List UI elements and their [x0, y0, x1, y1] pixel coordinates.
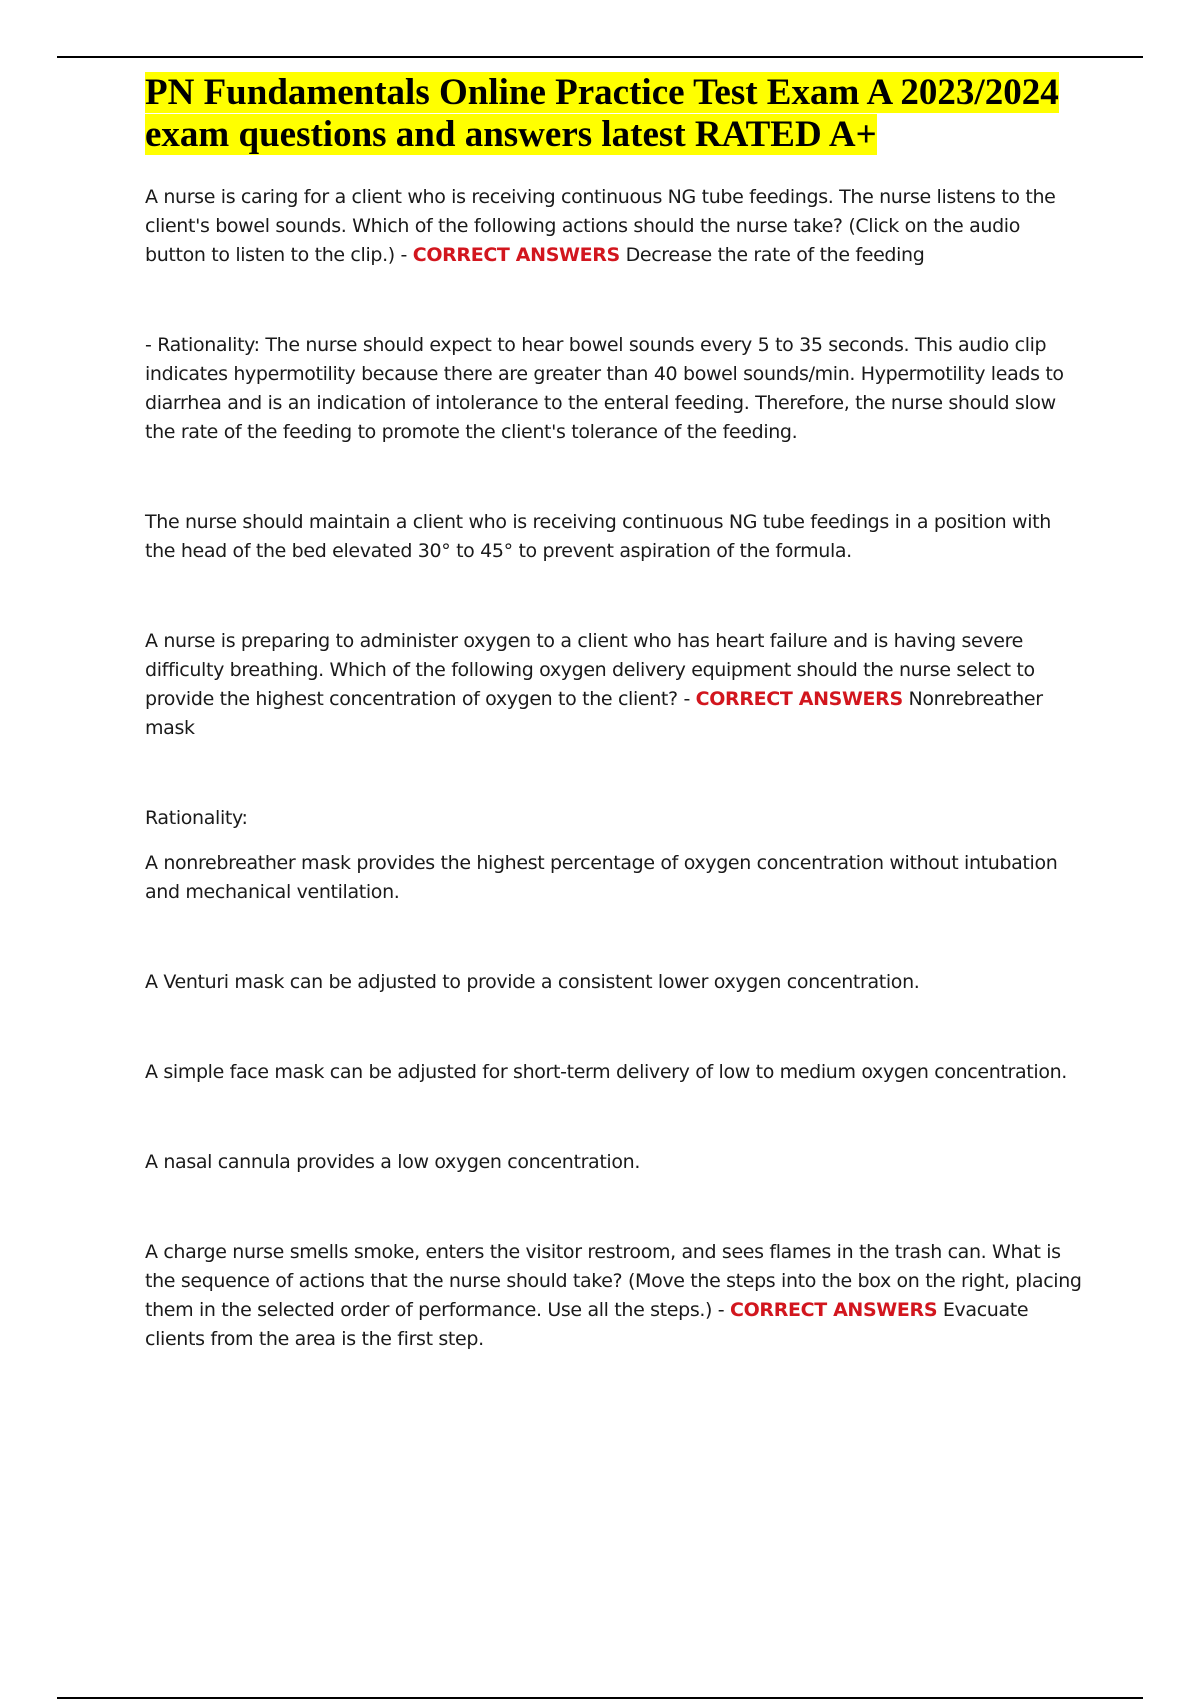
correct-answers-label: CORRECT ANSWERS [412, 244, 620, 266]
question-2 [145, 627, 1085, 743]
question-2-rationale-heading: Rationality: [145, 807, 248, 829]
question-1-rationale: - Rationality: The nurse should expect to hear bowel sounds every 5 to 35 seconds. This audio clip indicates hypermotility because there are greater than 40 bowel sounds/min. Hypermotility leads to diarrhea and is an indication of intolerance to the enteral feeding. Therefore, the nurse should slow the rate of the feeding to promote the client's tolerance of the feeding. [145, 334, 1064, 443]
correct-answers-label: CORRECT ANSWERS [730, 1299, 938, 1321]
question-2-rationale-4: A nasal cannula provides a low oxygen concentration. [145, 1151, 641, 1173]
correct-answers-label: CORRECT ANSWERS [695, 688, 903, 710]
question-1-note: The nurse should maintain a client who is receiving continuous NG tube feedings in a position with the head of the bed elevated 30° to 45° to prevent aspiration of the formula. [145, 511, 1051, 562]
question-2-rationale-1: A nonrebreather mask provides the highest percentage of oxygen concentration without intubation and mechanical ventilation. [145, 852, 1058, 903]
question-3-text: A charge nurse smells smoke, enters the visitor restroom, and sees flames in the trash can. What is the sequence of actions that the nurse should take? (Move the steps into the box on the right, placing them in the selected order of performance. Use all the steps.) - [145, 1241, 1082, 1321]
bottom-rule [57, 1697, 1143, 1699]
question-1 [145, 183, 1085, 270]
question-3 [145, 1238, 1085, 1354]
document-title [145, 72, 1085, 156]
question-2-rationale-2: A Venturi mask can be adjusted to provide a consistent lower oxygen concentration. [145, 971, 920, 993]
top-rule [57, 56, 1143, 58]
question-2-rationale-3: A simple face mask can be adjusted for short-term delivery of low to medium oxygen concentration. [145, 1061, 1067, 1083]
title-highlight: PN Fundamentals Online Practice Test Exam A 2023/2024 exam questions and answers latest RATED A+ [145, 72, 1059, 155]
question-2-text: A nurse is preparing to administer oxygen to a client who has heart failure and is having severe difficulty breathing. Which of the following oxygen delivery equipment should the nurse select to provide the highest concentration of oxygen to the client? - [145, 630, 1035, 710]
question-1-answer: Decrease the rate of the feeding [619, 244, 925, 266]
question-2-answer: Nonrebreather mask [145, 688, 1043, 739]
question-3-answer: Evacuate clients from the area is the first step. [145, 1299, 1029, 1350]
document-body [145, 72, 1085, 1354]
question-1-text: A nurse is caring for a client who is receiving continuous NG tube feedings. The nurse listens to the client's bowel sounds. Which of the following actions should the nurse take? (Click on the audio button to listen to the clip.) - [145, 186, 1056, 266]
